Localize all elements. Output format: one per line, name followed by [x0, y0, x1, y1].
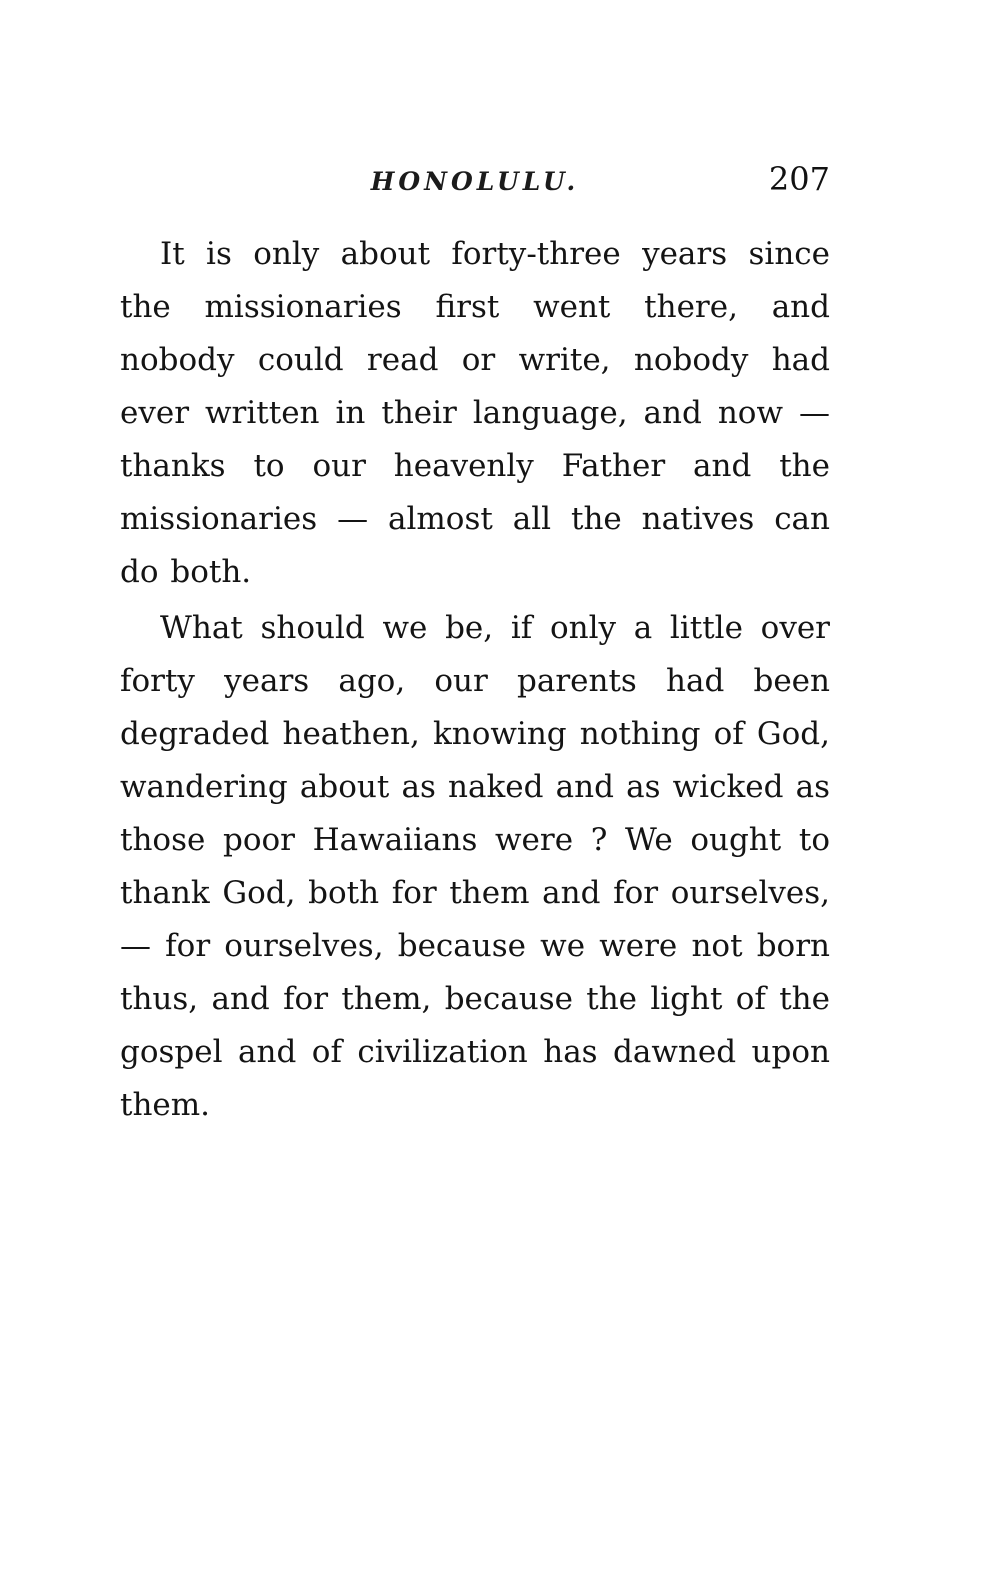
paragraph-2: What should we be, if only a little over forty years ago, our parents had been degraded heathen, knowing nothing of God, wandering about as naked and as wicked as those poor Hawaiians were ? We ought to thank God, both for them and for ourselves, — for ourselves, because we were not born thus, and for them, because the light of the gospel and of civilization has dawned upon them. [120, 610, 830, 1123]
paragraph-1: It is only about forty-three years since the missionaries first went there, and nobody could read or write, nobody had ever written in their language, and now — thanks to our heavenly Father and the missionaries — almost all the natives can do both. [120, 236, 830, 590]
running-header-title: HONOLULU. [370, 167, 580, 196]
page-number: 207 [768, 160, 830, 198]
page-header [120, 160, 830, 198]
page-body [120, 228, 830, 1132]
